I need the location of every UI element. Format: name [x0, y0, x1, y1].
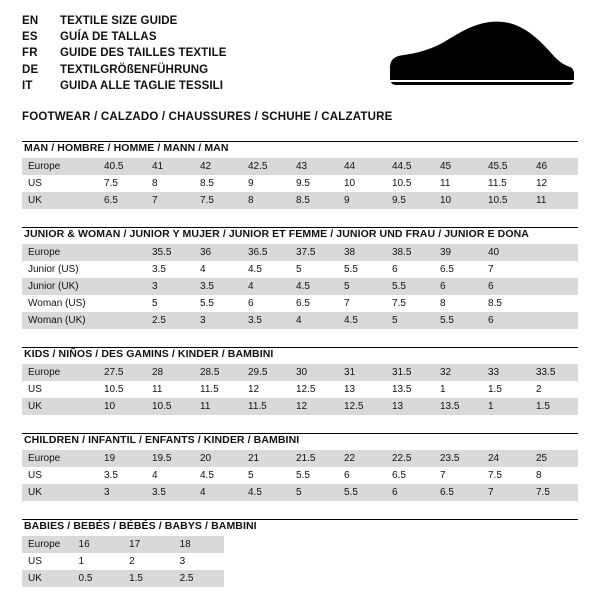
spacer-cell	[426, 570, 477, 587]
row-label: Woman (US)	[22, 295, 98, 312]
size-cell: 1.5	[482, 381, 530, 398]
size-cell: 8.5	[482, 295, 530, 312]
size-cell: 6.5	[98, 192, 146, 209]
spacer-cell	[527, 570, 578, 587]
table-row	[22, 261, 578, 278]
size-cell: 22	[338, 450, 386, 467]
size-cell: 10.5	[482, 192, 530, 209]
size-cell: 3.5	[194, 278, 242, 295]
row-label: UK	[22, 192, 98, 209]
size-block-heading: JUNIOR & WOMAN / JUNIOR Y MUJER / JUNIOR ET FEMME / JUNIOR UND FRAU / JUNIOR E DONA	[24, 227, 529, 240]
size-cell: 18	[174, 536, 225, 553]
size-cell: 7.5	[530, 484, 578, 501]
spacer-cell	[224, 536, 275, 553]
size-cell: 4	[242, 278, 290, 295]
size-cell: 13.5	[434, 398, 482, 415]
language-row	[22, 79, 227, 95]
size-cell	[98, 312, 146, 329]
spacer-cell	[224, 553, 275, 570]
table-row	[22, 278, 578, 295]
size-cell: 42	[194, 158, 242, 175]
size-cell: 35.5	[146, 244, 194, 261]
size-cell: 40	[482, 244, 530, 261]
size-cell: 5	[242, 467, 290, 484]
size-cell: 1	[73, 553, 124, 570]
row-label: US	[22, 175, 98, 192]
size-cell: 5.5	[194, 295, 242, 312]
language-row	[22, 30, 227, 46]
spacer-cell	[527, 553, 578, 570]
spacer-cell	[527, 536, 578, 553]
size-cell: 6.5	[434, 484, 482, 501]
size-cell: 36	[194, 244, 242, 261]
size-blocks-container	[22, 141, 578, 587]
table-row	[22, 312, 578, 329]
language-title: GUIDA ALLE TAGLIE TESSILI	[60, 79, 224, 92]
size-cell: 6	[386, 261, 434, 278]
size-cell: 5	[290, 484, 338, 501]
size-cell: 24	[482, 450, 530, 467]
size-cell: 5.5	[338, 261, 386, 278]
size-cell: 7	[482, 261, 530, 278]
size-cell: 5.5	[434, 312, 482, 329]
size-cell: 4	[290, 312, 338, 329]
size-cell: 40.5	[98, 158, 146, 175]
size-cell: 8.5	[194, 175, 242, 192]
size-cell: 5	[338, 278, 386, 295]
spacer-cell	[376, 570, 427, 587]
size-cell: 23.5	[434, 450, 482, 467]
size-block-heading: CHILDREN / INFANTIL / ENFANTS / KINDER / BAMBINI	[24, 433, 300, 446]
size-block	[22, 519, 578, 587]
size-cell: 11	[194, 398, 242, 415]
size-cell: 10	[98, 398, 146, 415]
size-cell: 7	[338, 295, 386, 312]
size-cell: 4	[194, 261, 242, 278]
size-cell: 3	[174, 553, 225, 570]
spacer-cell	[376, 553, 427, 570]
size-table	[22, 364, 578, 415]
size-cell: 2.5	[174, 570, 225, 587]
table-row	[22, 192, 578, 209]
spacer-cell	[275, 553, 326, 570]
row-label: UK	[22, 570, 73, 587]
size-cell	[530, 312, 578, 329]
language-rows	[22, 14, 227, 95]
size-cell: 12	[530, 175, 578, 192]
size-cell: 45	[434, 158, 482, 175]
language-code: IT	[22, 79, 33, 92]
size-cell: 7	[146, 192, 194, 209]
size-cell: 11	[434, 175, 482, 192]
size-cell: 13.5	[386, 381, 434, 398]
language-code: ES	[22, 31, 38, 44]
language-code: EN	[22, 15, 39, 27]
size-cell: 3.5	[242, 312, 290, 329]
size-table	[22, 158, 578, 209]
language-code: DE	[22, 63, 39, 76]
spacer-cell	[275, 536, 326, 553]
size-table	[22, 536, 578, 587]
size-cell: 41	[146, 158, 194, 175]
size-cell: 2	[530, 381, 578, 398]
size-cell: 8	[146, 175, 194, 192]
size-cell: 21.5	[290, 450, 338, 467]
spacer-cell	[477, 536, 528, 553]
size-cell: 11.5	[194, 381, 242, 398]
size-cell: 6.5	[290, 295, 338, 312]
dress-shoe-icon	[384, 16, 574, 94]
size-cell: 25	[530, 450, 578, 467]
size-cell: 5	[290, 261, 338, 278]
language-row	[22, 14, 227, 30]
size-block-heading: KIDS / NIÑOS / DES GAMINS / KINDER / BAMBINI	[24, 347, 274, 360]
size-cell: 4.5	[338, 312, 386, 329]
size-cell: 21	[242, 450, 290, 467]
size-cell: 4.5	[242, 261, 290, 278]
size-cell: 10	[434, 192, 482, 209]
size-cell: 3.5	[98, 467, 146, 484]
language-title: TEXTILE SIZE GUIDE	[60, 15, 178, 27]
size-cell: 11	[530, 192, 578, 209]
size-cell: 5	[386, 312, 434, 329]
size-cell: 11	[146, 381, 194, 398]
size-cell: 36.5	[242, 244, 290, 261]
row-label: Europe	[22, 244, 98, 261]
size-cell: 1.5	[123, 570, 174, 587]
size-cell: 7.5	[98, 175, 146, 192]
size-cell: 6	[482, 278, 530, 295]
size-cell: 4.5	[242, 484, 290, 501]
size-cell	[98, 278, 146, 295]
size-cell: 19.5	[146, 450, 194, 467]
table-row	[22, 467, 578, 484]
size-cell: 11.5	[482, 175, 530, 192]
size-cell: 6.5	[386, 467, 434, 484]
language-title: GUIDE DES TAILLES TEXTILE	[60, 47, 227, 60]
spacer-cell	[325, 536, 376, 553]
size-cell: 4.5	[290, 278, 338, 295]
row-label: US	[22, 553, 73, 570]
size-cell: 8	[242, 192, 290, 209]
size-cell: 7.5	[194, 192, 242, 209]
spacer-cell	[275, 570, 326, 587]
size-cell	[98, 295, 146, 312]
size-cell: 16	[73, 536, 124, 553]
size-cell: 3	[194, 312, 242, 329]
row-label: Europe	[22, 158, 98, 175]
size-cell: 4.5	[194, 467, 242, 484]
size-cell: 5.5	[338, 484, 386, 501]
size-cell	[530, 278, 578, 295]
size-cell: 1.5	[530, 398, 578, 415]
size-cell: 33	[482, 364, 530, 381]
size-cell: 11.5	[242, 398, 290, 415]
size-cell: 0.5	[73, 570, 124, 587]
size-cell: 31.5	[386, 364, 434, 381]
size-block	[22, 347, 578, 415]
size-cell: 39	[434, 244, 482, 261]
size-cell: 29.5	[242, 364, 290, 381]
row-label: Junior (UK)	[22, 278, 98, 295]
size-cell: 1	[482, 398, 530, 415]
size-cell: 20	[194, 450, 242, 467]
table-row	[22, 570, 578, 587]
size-cell: 12	[242, 381, 290, 398]
language-title-list	[22, 14, 227, 95]
row-label: US	[22, 381, 98, 398]
size-cell: 6.5	[434, 261, 482, 278]
size-cell: 32	[434, 364, 482, 381]
size-cell: 8	[530, 467, 578, 484]
size-cell: 10.5	[386, 175, 434, 192]
spacer-cell	[224, 570, 275, 587]
size-cell: 13	[338, 381, 386, 398]
table-row	[22, 295, 578, 312]
size-cell: 8.5	[290, 192, 338, 209]
size-block	[22, 433, 578, 501]
size-cell: 30	[290, 364, 338, 381]
language-code: FR	[22, 47, 38, 60]
size-table	[22, 450, 578, 501]
size-cell: 10	[338, 175, 386, 192]
size-cell	[530, 244, 578, 261]
row-label: Europe	[22, 450, 98, 467]
size-cell: 2	[123, 553, 174, 570]
size-cell: 22.5	[386, 450, 434, 467]
size-cell: 38.5	[386, 244, 434, 261]
size-cell: 7	[434, 467, 482, 484]
spacer-cell	[376, 536, 427, 553]
row-label: US	[22, 467, 98, 484]
size-cell: 19	[98, 450, 146, 467]
size-cell: 43	[290, 158, 338, 175]
size-cell: 7	[482, 484, 530, 501]
size-block	[22, 227, 578, 329]
language-row	[22, 46, 227, 62]
size-cell	[530, 261, 578, 278]
size-block	[22, 141, 578, 209]
size-cell: 9.5	[386, 192, 434, 209]
size-cell: 3.5	[146, 484, 194, 501]
page-title: FOOTWEAR / CALZADO / CHAUSSURES / SCHUHE / CALZATURE	[22, 110, 393, 123]
table-row	[22, 175, 578, 192]
size-cell: 44.5	[386, 158, 434, 175]
size-cell: 3	[146, 278, 194, 295]
size-cell: 6	[482, 312, 530, 329]
row-label: UK	[22, 484, 98, 501]
size-block-heading: BABIES / BEBÉS / BÉBÉS / BABYS / BAMBINI	[24, 519, 257, 532]
size-cell: 6	[242, 295, 290, 312]
size-cell: 12.5	[338, 398, 386, 415]
size-cell: 5.5	[290, 467, 338, 484]
spacer-cell	[426, 536, 477, 553]
size-cell: 7.5	[386, 295, 434, 312]
size-cell: 4	[194, 484, 242, 501]
table-row	[22, 398, 578, 415]
size-cell: 45.5	[482, 158, 530, 175]
size-cell: 4	[146, 467, 194, 484]
size-cell: 12.5	[290, 381, 338, 398]
size-cell: 6	[338, 467, 386, 484]
size-cell: 33.5	[530, 364, 578, 381]
size-cell	[98, 261, 146, 278]
size-cell: 9	[242, 175, 290, 192]
size-cell: 31	[338, 364, 386, 381]
row-label: Europe	[22, 364, 98, 381]
size-cell: 17	[123, 536, 174, 553]
spacer-cell	[477, 553, 528, 570]
size-table	[22, 244, 578, 329]
size-cell	[98, 244, 146, 261]
size-cell: 8	[434, 295, 482, 312]
size-cell: 3.5	[146, 261, 194, 278]
row-label: Junior (US)	[22, 261, 98, 278]
document-header	[22, 14, 578, 95]
size-cell: 6	[386, 484, 434, 501]
size-cell: 44	[338, 158, 386, 175]
spacer-cell	[477, 570, 528, 587]
size-cell: 9.5	[290, 175, 338, 192]
size-cell	[530, 295, 578, 312]
size-cell: 27.5	[98, 364, 146, 381]
table-row	[22, 244, 578, 261]
size-cell: 37.5	[290, 244, 338, 261]
size-cell: 6	[434, 278, 482, 295]
language-row	[22, 63, 227, 79]
spacer-cell	[325, 570, 376, 587]
table-row	[22, 553, 578, 570]
size-cell: 1	[434, 381, 482, 398]
spacer-cell	[426, 553, 477, 570]
size-cell: 5.5	[386, 278, 434, 295]
size-cell: 7.5	[482, 467, 530, 484]
table-row	[22, 450, 578, 467]
size-cell: 28	[146, 364, 194, 381]
language-title: GUÍA DE TALLAS	[60, 31, 157, 44]
size-cell: 2.5	[146, 312, 194, 329]
size-cell: 10.5	[146, 398, 194, 415]
table-row	[22, 484, 578, 501]
row-label: Europe	[22, 536, 73, 553]
size-block-heading: MAN / HOMBRE / HOMME / MANN / MAN	[24, 141, 229, 154]
size-cell: 10.5	[98, 381, 146, 398]
table-row	[22, 536, 578, 553]
size-cell: 28.5	[194, 364, 242, 381]
size-cell: 38	[338, 244, 386, 261]
size-cell: 5	[146, 295, 194, 312]
spacer-cell	[325, 553, 376, 570]
size-cell: 42.5	[242, 158, 290, 175]
table-row	[22, 381, 578, 398]
size-cell: 3	[98, 484, 146, 501]
row-label: UK	[22, 398, 98, 415]
language-title: TEXTILGRÖßENFÜHRUNG	[60, 63, 209, 76]
size-cell: 13	[386, 398, 434, 415]
size-cell: 9	[338, 192, 386, 209]
size-cell: 12	[290, 398, 338, 415]
table-row	[22, 158, 578, 175]
row-label: Woman (UK)	[22, 312, 98, 329]
size-cell: 46	[530, 158, 578, 175]
table-row	[22, 364, 578, 381]
